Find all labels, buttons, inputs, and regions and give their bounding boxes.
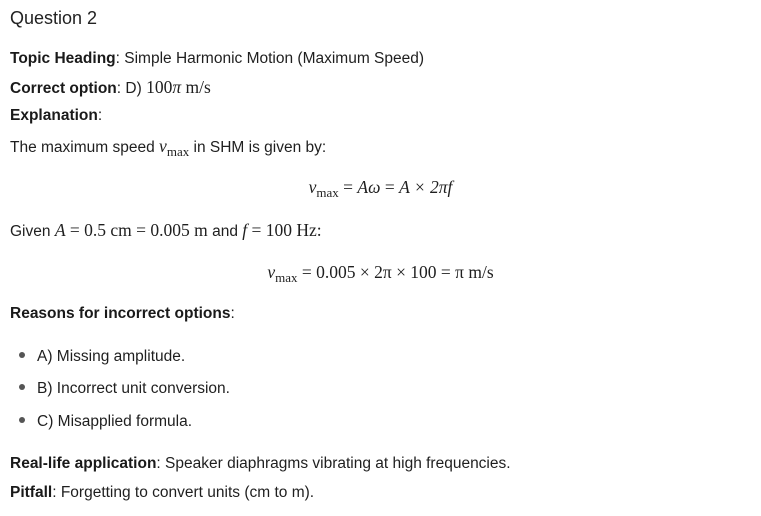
topic-label: Topic Heading — [10, 50, 116, 67]
reasons-label: Reasons for incorrect options — [10, 305, 231, 322]
vmax-symbol: $v_{max}$ — [159, 136, 190, 159]
bullet-icon — [19, 384, 25, 390]
topic-value: Simple Harmonic Motion (Maximum Speed) — [124, 50, 425, 67]
bullet-icon — [19, 417, 25, 423]
real-life-value: Speaker diaphragms vibrating at high frequencies. — [165, 455, 511, 472]
equation-vmax: $v_{max} = A\omega = A \times 2\pi f$ — [308, 177, 453, 200]
equation-vmax-value: $v_{max} = 0.005 \times 2\pi \times 100 = \pi$ m/s — [267, 262, 494, 285]
explanation-label: Explanation — [10, 107, 98, 124]
pitfall-label: Pitfall — [10, 484, 53, 501]
pitfall-line: Pitfall: Forgetting to convert units (cm to m). — [10, 484, 315, 501]
list-item: A) Missing amplitude. — [19, 348, 185, 366]
correct-option-label: Correct option — [10, 80, 117, 97]
correct-option-line: Correct option: D) 100π m/s — [10, 77, 211, 97]
real-life-label: Real-life application — [10, 455, 157, 472]
given-line: Given A = 0.5 cm = 0.005 m and f = 100 Hz: — [10, 220, 322, 240]
question-title: Question 2 — [10, 8, 98, 28]
topic-line: Topic Heading: Simple Harmonic Motion (Maximum Speed) — [10, 50, 425, 67]
explanation-label-line: Explanation: — [10, 107, 103, 124]
list-item: B) Incorrect unit conversion. — [19, 380, 230, 398]
list-item: C) Misapplied formula. — [19, 413, 192, 431]
correct-option-value: 100π m/s — [146, 77, 211, 97]
pitfall-value: Forgetting to convert units (cm to m). — [60, 484, 315, 501]
explanation-intro: The maximum speed $v_{max}$ in SHM is given by: — [10, 136, 327, 159]
correct-option-prefix: D) — [125, 80, 142, 97]
reasons-heading: Reasons for incorrect options: — [10, 305, 235, 322]
real-life-line: Real-life application: Speaker diaphragms vibrating at high frequencies. — [10, 455, 511, 472]
bullet-icon — [19, 352, 25, 358]
